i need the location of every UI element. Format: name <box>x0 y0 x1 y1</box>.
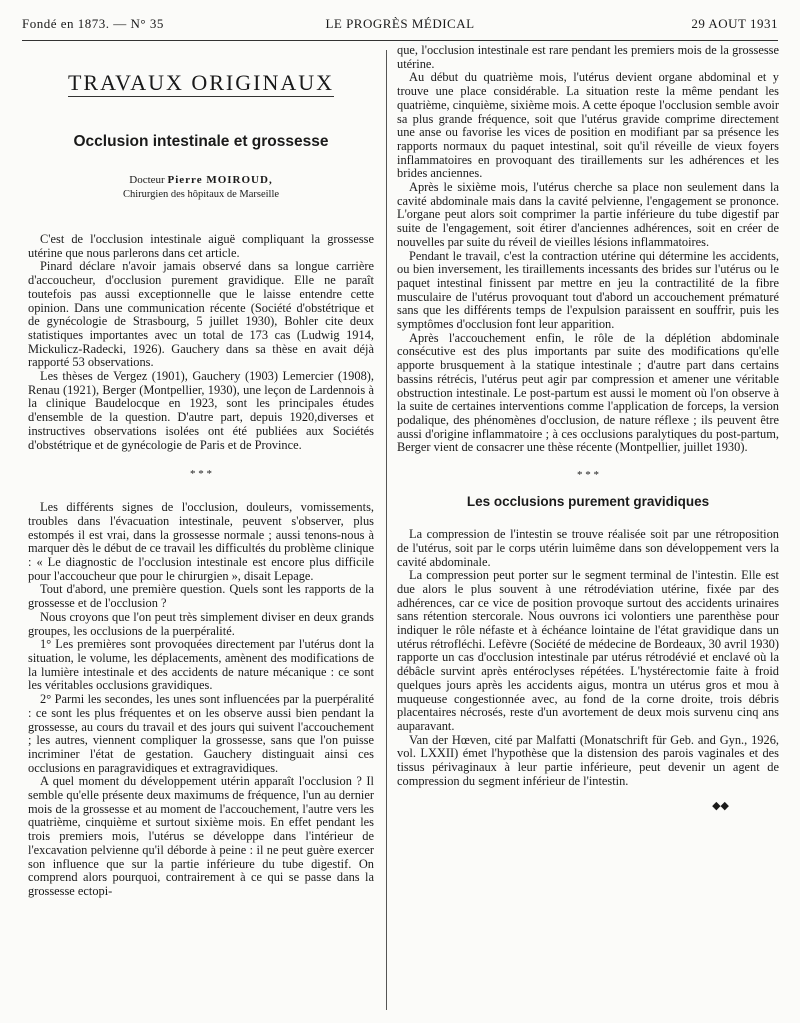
paragraph: Nous croyons que l'on peut très simplement diviser en deux grands groupes, les occlusions de la puerpéralité. <box>28 609 374 638</box>
paragraph: C'est de l'occlusion intestinale aiguë compliquant la grossesse utérine que nous parlerons dans cet article. <box>28 232 374 260</box>
header-founded: Fondé en 1873. — N° 35 <box>22 16 164 31</box>
paragraph: Après l'accouchement enfin, le rôle de la déplétion abdominale consécutive est des plus importants par suite des modifications qu'elle apporte brusquement à la statique intestinale ; d'autre part dans certains bassins rétrécis, l'utérus peut agir par compression et amener une véritable obstruction intestinale. Le post-partum est aussi le moment où l'on observe à la suite de certaines interventions comme l'application de forceps, la version podalique, des phénomènes d'occlusion, de nature réflexe ; ils peuvent être aussi d'origine inflammatoire ; à ces occlusions paralytiques du post-partum, Berger vient de consacrer une thèse récente (Montpellier, juillet 1930). <box>397 330 779 455</box>
section-rubric: TRAVAUX ORIGINAUX <box>67 70 335 95</box>
intro-paragraphs <box>28 233 374 452</box>
paragraph: La compression peut porter sur le segment terminal de l'intestin. Elle est due alors le plus souvent à une rétrodéviation utérine, fixée par des adhérences, car ce vice de position provoque surtout des accidents urinaires sans rétention stercorale. Nous ouvrons ici volontiers une parenthèse pour indiquer le rôle néfaste et à échéance lointaine de l'état gravidique dans un utérus rétrofléchi. Lefèvre (Société de médecine de Bordeaux, 30 avril 1930) rapporte un cas d'occlusion intestinale par utérus rétrodévié et enclavé où la débâcle survint après entéroclyses répétées. L'hystérectomie faite à froid quelques jours après les accidents aigus, montra un utérus gros et mou à muqueuse congestionnée avec, au fond de la corne droite, trois débris placentaires nécrosés, reste d'un avortement de deux mois survenu cinq ans auparavant. <box>397 568 779 733</box>
header-date: 29 AOUT 1931 <box>691 16 778 31</box>
author-name: Pierre MOIROUD, <box>167 174 273 186</box>
end-ornament: ◆◆ <box>712 800 729 813</box>
paragraph: Après le sixième mois, l'utérus cherche sa place non seulement dans la cavité abdominale mais dans la cavité pelvienne, l'engagement se prononce. L'organe peut alors soit comprimer la partie inférieure du tube digestif par suite de l'engagement, soit étirer d'anciennes adhérences, soit en créer de nouvelles par suite du réveil de vieilles lésions inflammatoires. <box>397 180 779 249</box>
paragraph: Les thèses de Vergez (1901), Gauchery (1903) Lemercier (1908), Renau (1921), Berger (Montpellier, 1930), une leçon de Lardennois à la clinique Baudelocque en 1923, sont les principales études d'ensemble de la question. D'autre part, depuis 1920,diverses et instructives observations isolées ont été publiées aux Sociétés d'obstétrique et de gynécologie de Paris et de Province. <box>28 369 374 452</box>
paragraph: Les différents signes de l'occlusion, douleurs, vomissements, troubles dans l'évacuation intestinale, peuvent s'observer, plus estompés il est vrai, dans la grossesse normale ; aussi tenons-nous à marquer dès le début de ce travail les difficultés du problème clinique : « Le diagnostic de l'occlusion intestinale est encore plus difficile pour l'accoucheur que pour le chirurgien », disait Lepage. <box>28 500 374 583</box>
clinical-paragraphs <box>28 501 374 898</box>
asterism: * * * <box>190 468 212 481</box>
paragraph: Tout d'abord, une première question. Quels sont les rapports de la grossesse et de l'occlusion ? <box>28 582 374 611</box>
paragraph: Pendant le travail, c'est la contraction utérine qui détermine les accidents, ou bien inversement, les tiraillements incessants des brides sur l'utérus ou le paquet intestinal finissent par mettre en jeu la contractilité de la fibre musculaire de l'utérus provoquant tout d'abord un accouchement prématuré sans que les différents temps de l'expulsion paraissent en souffrir, puis les symptômes d'occlusion font leur apparition. <box>397 248 779 332</box>
paragraph: La compression de l'intestin se trouve réalisée soit par une rétroposition de l'utérus, soit par le corps utérin luimême dans son développement vers la cavité abdominale. <box>397 527 779 569</box>
right-column <box>397 44 779 814</box>
article-title: Occlusion intestinale et grossesse <box>73 133 329 150</box>
paragraph: A quel moment du développement utérin apparaît l'occlusion ? Il semble qu'elle présente deux maximums de fréquence, l'un au dernier mois de la grossesse et au moment de l'accouchement, l'autre vers les quatrième, cinquième et surtout sixième mois. En effet pendant les trois premiers mois, l'utérus se développe dans l'intérieur de l'excavation pelvienne qu'il déborde à peine : il ne peut guère exercer son influence que sur la partie inférieure du tube digestif. On comprend alors pourquoi, contrairement à ce qui se passe dans la grossesse ectopi- <box>28 774 374 898</box>
author-line <box>28 174 374 187</box>
paragraph: Van der Hœven, cité par Malfatti (Monatschrift für Geb. and Gyn., 1926, vol. LXXII) émet l'hypothèse que la distension des parois vaginales et des tissus périvaginaux à leur partie inférieure, peut devenir un agent de compression du segment inférieur de l'intestin. <box>397 732 779 788</box>
paragraph-continued: que, l'occlusion intestinale est rare pendant les premiers mois de la grossesse utérine. <box>397 43 779 71</box>
journal-title: LE PROGRÈS MÉDICAL <box>325 16 475 31</box>
author-affiliation: Chirurgien des hôpitaux de Marseille <box>122 189 280 200</box>
paragraph: 1° Les premières sont provoquées directement par l'utérus dont la situation, le volume, les déplacements, amènent des modifications de la lumière intestinale et des accidents de nature mécanique : ce sont les véritables occlusions gravidiques. <box>28 637 374 693</box>
paragraph: Au début du quatrième mois, l'utérus devient organe abdominal et y trouve une place considérable. La situation reste la même pendant les quatrième, cinquième, sixième mois. A cette époque l'occlusion semble avoir sa plus grande fréquence, soit que l'utérus gravide comprime directement une anse ou favorise les vices de position en modifiant par sa présence les rapports normaux du paquet intestinal, soit qu'il réveille de vieux foyers inflammatoires en provoquant des tiraillements sur les adhérences et les brides anciennes. <box>397 70 779 181</box>
asterism: * * * <box>577 469 599 482</box>
running-header <box>22 16 778 34</box>
section-heading: Les occlusions purement gravidiques <box>466 494 710 510</box>
column-rule <box>386 50 387 1010</box>
paragraph: Pinard déclare n'avoir jamais observé dans sa longue carrière d'accoucheur, d'occlusion purement gravidique. Elle ne paraît toutefois pas aussi exceptionnelle que le laisse entendre cette opinion. Dans une communication récente (Société d'obstétrique et de gynécologie de Strasbourg, 5 juillet 1930), Bohler cite deux statistiques importantes avec un total de 173 cas (Ludwig 1914, Mickulicz-Radecki, 1926). Gauchery dans sa thèse en avait déjà rapporté 53 observations. <box>28 259 374 370</box>
author-prefix: Docteur <box>129 174 165 186</box>
paragraph: 2° Parmi les secondes, les unes sont influencées par la puerpéralité : ce sont les plus fréquentes et on les observe aussi bien pendant la grossesse, au cours du travail et des jours qui suivent l'accouchement ; les autres, viennent compliquer la grossesse, sans que l'on puisse incriminer l'état de gestation. Gauchery distinguait ainsi ces occlusions en paragravidiques et extragravidiques. <box>28 692 374 775</box>
header-rule <box>22 40 778 41</box>
left-column <box>28 44 374 899</box>
